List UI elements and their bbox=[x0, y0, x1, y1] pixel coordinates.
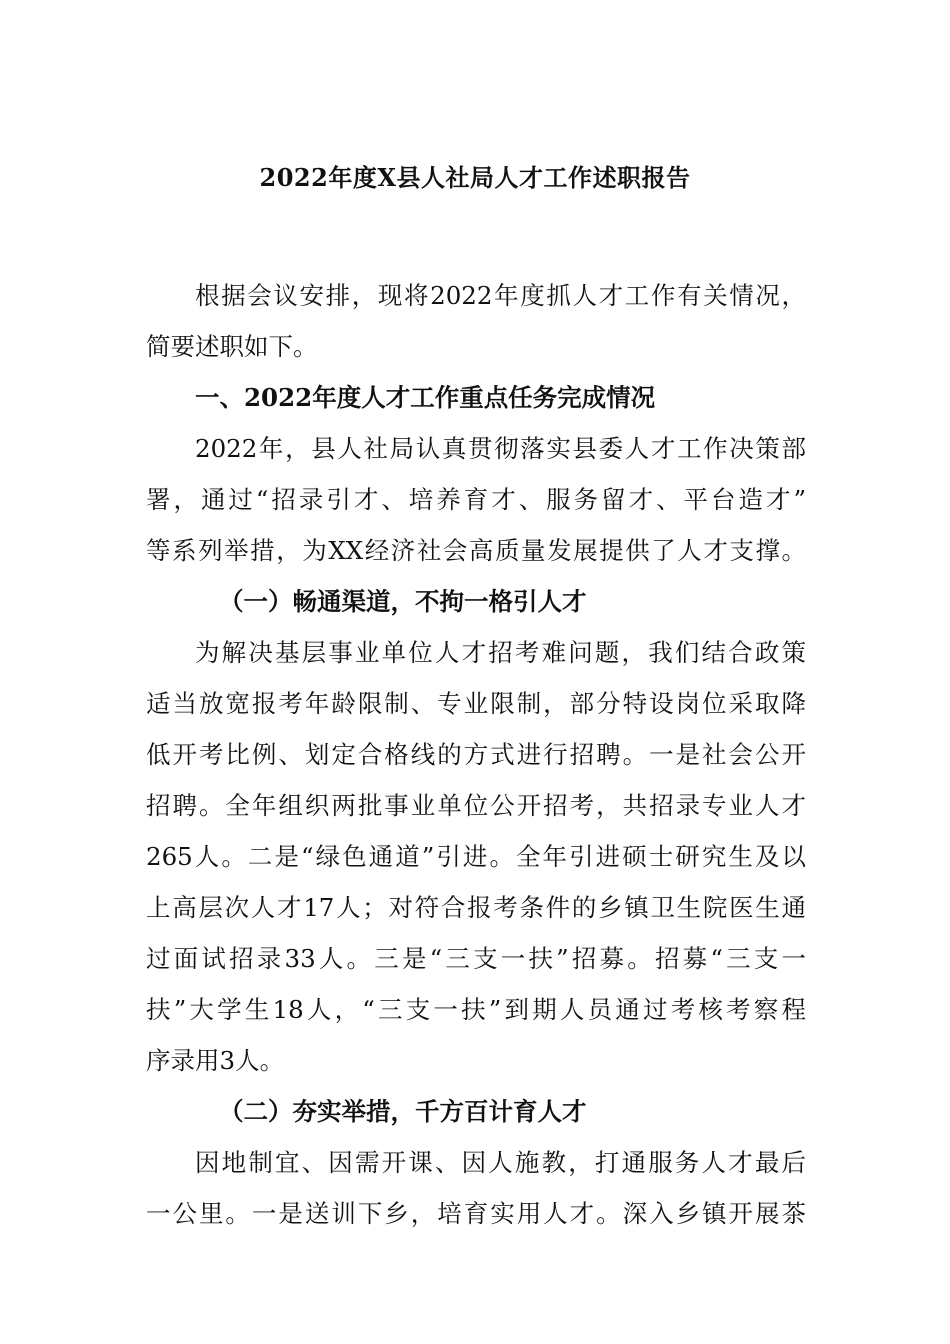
subsection-2-para-line-1: 因地制宜、因需开课、因人施教，打通服务人才最后 bbox=[195, 1148, 806, 1177]
subsection-1-para-line-9: 序录用3人。 bbox=[146, 1046, 285, 1075]
subsection-1-para-line-6: 上高层次人才17人；对符合报考条件的乡镇卫生院医生通 bbox=[146, 893, 806, 922]
subsection-1-para-line-8: 扶”大学生18人，“三支一扶”到期人员通过考核考察程 bbox=[146, 995, 806, 1024]
section-1-para-line-1: 2022年，县人社局认真贯彻落实县委人才工作决策部 bbox=[195, 434, 806, 463]
subsection-2-para-line-2: 一公里。一是送训下乡，培育实用人才。深入乡镇开展茶 bbox=[146, 1199, 806, 1228]
subsection-1-para-line-5: 265人。二是“绿色通道”引进。全年引进硕士研究生及以 bbox=[146, 842, 806, 871]
subsection-1-para-line-3: 低开考比例、划定合格线的方式进行招聘。一是社会公开 bbox=[146, 740, 806, 769]
intro-line-2: 简要述职如下。 bbox=[146, 332, 318, 361]
subsection-1-para-line-4: 招聘。全年组织两批事业单位公开招考，共招录专业人才 bbox=[146, 791, 806, 820]
subsection-1-para-line-2: 适当放宽报考年龄限制、专业限制，部分特设岗位采取降 bbox=[146, 689, 806, 718]
subsection-2-heading: （二）夯实举措，千方百计育人才 bbox=[219, 1097, 587, 1126]
subsection-1-heading: （一）畅通渠道，不拘一格引人才 bbox=[219, 587, 587, 616]
section-1-para-line-3: 等系列举措，为XX经济社会高质量发展提供了人才支撑。 bbox=[146, 536, 806, 565]
subsection-1-para-line-1: 为解决基层事业单位人才招考难问题，我们结合政策 bbox=[195, 638, 806, 667]
subsection-1-para-line-7: 过面试招录33人。三是“三支一扶”招募。招募“三支一 bbox=[146, 944, 806, 973]
section-1-para-line-2: 署，通过“招录引才、培养育才、服务留才、平台造才” bbox=[146, 485, 806, 514]
section-1-heading: 一、2022年度人才工作重点任务完成情况 bbox=[195, 383, 656, 412]
intro-line-1: 根据会议安排，现将2022年度抓人才工作有关情况， bbox=[195, 281, 806, 310]
document-title: 2022年度X县人社局人才工作述职报告 bbox=[259, 163, 691, 192]
